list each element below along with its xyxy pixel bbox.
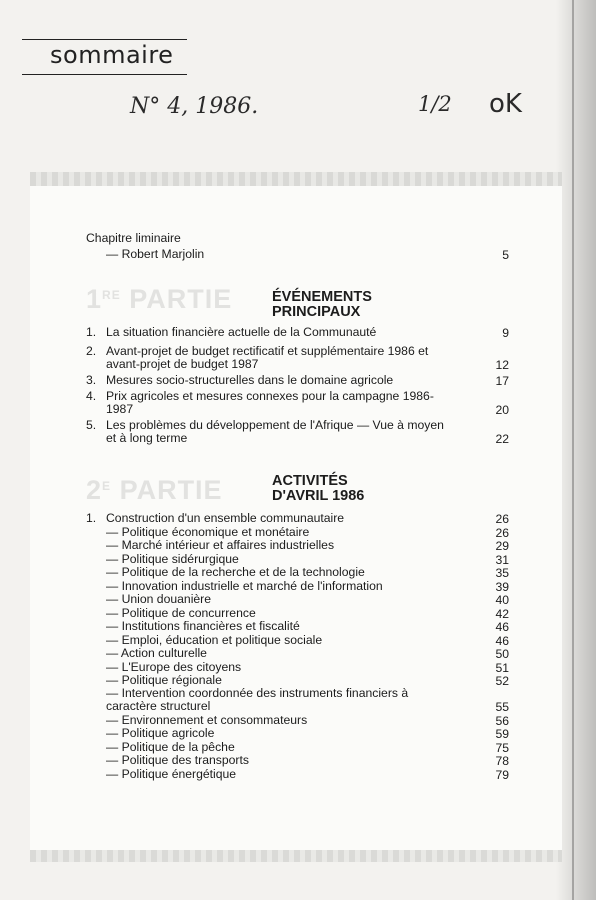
part2-sub-item-page: 39	[495, 579, 509, 594]
part1-item-page: 22	[495, 432, 509, 446]
part1-item-page: 17	[495, 374, 509, 388]
part2-sub-item-page: 55	[495, 700, 509, 715]
part2-sub-item-page: 40	[495, 593, 509, 608]
part2-title-line2: D'AVRIL 1986	[272, 488, 365, 504]
part2-sub-item-page: 50	[495, 647, 509, 662]
part2-sub-item-page: 46	[495, 620, 509, 635]
part2-sub-item-text: — Marché intérieur et affaires industrielles	[106, 538, 335, 553]
part1-item-number: 5.	[86, 418, 97, 432]
part2-sub-item-text: — Action culturelle	[106, 646, 207, 661]
part2-ghost-word: PARTIE	[119, 475, 223, 505]
part2-sub-item-page: 35	[495, 566, 509, 581]
part2-main-number: 1.	[86, 511, 97, 525]
part2-ghost-heading	[86, 475, 223, 506]
title-top-rule	[22, 39, 187, 40]
part2-sub-item-text: — Politique énergétique	[106, 766, 237, 781]
part2-sub-item-text: caractère structurel	[106, 699, 211, 714]
part1-item-text: et à long terme	[106, 431, 188, 445]
part1-ghost-word: PARTIE	[129, 284, 233, 314]
part1-item-number: 1.	[86, 325, 97, 339]
page-title: sommaire	[50, 41, 174, 69]
part2-sub-item-text: — L'Europe des citoyens	[106, 659, 242, 674]
part2-main-text: Construction d'un ensemble communautaire	[106, 511, 345, 525]
intro-label: Chapitre liminaire	[86, 231, 181, 245]
part2-sub-item-page: 56	[495, 713, 509, 728]
part1-item-page: 12	[495, 358, 509, 372]
part1-item-text: Prix agricoles et mesures connexes pour la campagne 1986-	[106, 389, 434, 403]
handwritten-fraction-note: 1/2	[418, 92, 452, 116]
part2-ghost-sup: E	[102, 479, 112, 493]
part2-title-line1: ACTIVITÉS	[272, 473, 348, 489]
part2-sub-item-page: 78	[495, 754, 509, 769]
part1-ghost-sup: RE	[102, 288, 121, 302]
part1-ghost-heading	[86, 284, 232, 315]
intro-author: — Robert Marjolin	[106, 247, 205, 261]
part1-ghost-number: 1	[86, 284, 103, 314]
part2-sub-item-text: — Emploi, éducation et politique sociale	[106, 632, 323, 647]
intro-page: 5	[502, 248, 509, 262]
part2-sub-item-page: 29	[495, 539, 509, 554]
handwritten-ok-note: oK	[489, 89, 522, 119]
part2-sub-item-text: — Politique de concurrence	[106, 605, 256, 620]
part1-title-line1: ÉVÉNEMENTS	[272, 289, 372, 305]
part2-sub-item-page: 79	[495, 767, 509, 782]
part2-sub-item-text: — Politique régionale	[106, 672, 222, 687]
part1-item-number: 4.	[86, 389, 97, 403]
part2-sub-item-page: 42	[495, 606, 509, 621]
part2-sub-item-text: — Politique agricole	[106, 726, 215, 741]
part1-item-text: Avant-projet de budget rectificatif et supplémentaire 1986 et	[106, 344, 429, 358]
part2-ghost-number: 2	[86, 475, 103, 505]
title-bottom-rule	[22, 74, 187, 75]
part2-sub-item-page: 59	[495, 727, 509, 742]
part2-sub-item-page: 31	[495, 552, 509, 567]
handwritten-issue-note: N° 4, 1986.	[130, 94, 259, 119]
part2-sub-item-text: — Innovation industrielle et marché de l'information	[106, 578, 383, 593]
part2-sub-item-text: — Environnement et consommateurs	[106, 712, 308, 727]
part1-item-number: 3.	[86, 373, 97, 387]
part2-sub-item-page: 26	[495, 526, 509, 540]
contents-box-bottom-border	[30, 850, 562, 862]
part2-sub-item-page: 75	[495, 740, 509, 755]
part2-sub-item-text: — Politique économique et monétaire	[106, 525, 310, 539]
page-edge-line	[572, 0, 574, 900]
part2-main-page: 26	[495, 512, 509, 526]
part2-sub-item-page: 46	[495, 633, 509, 648]
contents-box-top-border	[30, 172, 562, 186]
part1-item-page: 9	[502, 326, 509, 340]
part1-item-page: 20	[495, 403, 509, 417]
part2-sub-item-text: — Politique de la recherche et de la technologie	[106, 565, 365, 580]
part1-item-text: La situation financière actuelle de la Communauté	[106, 325, 377, 339]
part1-title-line2: PRINCIPAUX	[272, 304, 361, 320]
part1-item-text: Les problèmes du développement de l'Afrique — Vue à moyen	[106, 418, 444, 432]
part2-sub-item-text: — Politique de la pêche	[106, 739, 235, 754]
part2-sub-item-text: — Politique sidérurgique	[106, 551, 239, 566]
part2-sub-item-text: — Intervention coordonnée des instruments financiers à	[106, 686, 409, 701]
part1-item-text: Mesures socio-structurelles dans le domaine agricole	[106, 373, 394, 387]
part2-sub-item-text: — Politique des transports	[106, 753, 249, 768]
part2-sub-item-page: 52	[495, 673, 509, 688]
page-edge-shadow	[556, 0, 596, 900]
part2-sub-item-text: — Institutions financières et fiscalité	[106, 619, 300, 634]
part1-item-number: 2.	[86, 344, 97, 358]
part1-item-text: avant-projet de budget 1987	[106, 357, 259, 371]
part2-sub-item-text: — Union douanière	[106, 592, 212, 607]
part2-sub-item-page: 51	[495, 660, 509, 675]
part1-item-text: 1987	[106, 402, 134, 416]
